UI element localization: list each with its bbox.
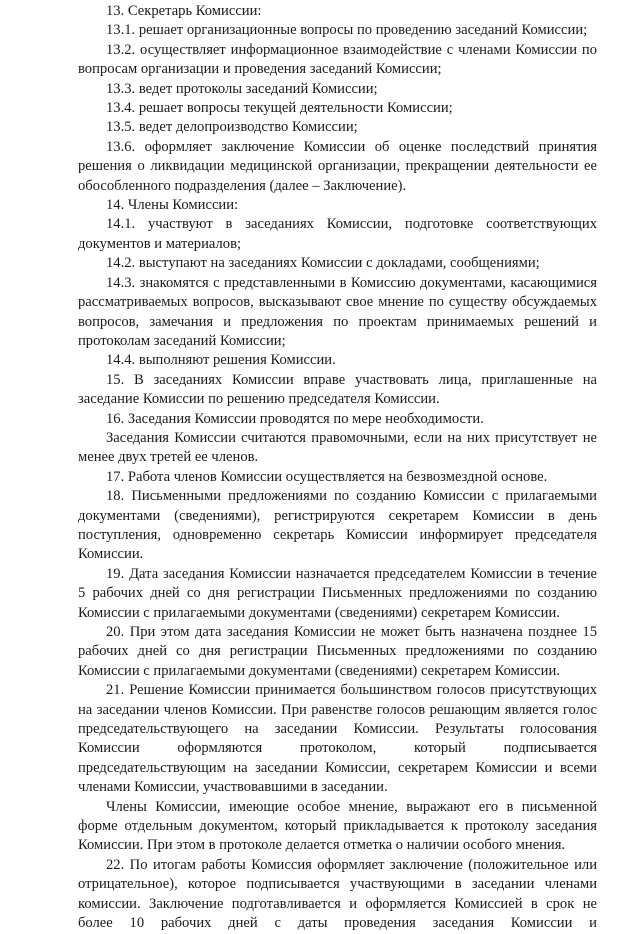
paragraph-13: 13. Секретарь Комиссии:	[106, 3, 262, 19]
paragraph-16-quorum: Заседания Комиссии считаются правомочными, если на них присутствует не менее двух третей ее членов.	[78, 429, 597, 466]
paragraph-21-dissent: Члены Комиссии, имеющие особое мнение, выражают его в письменной форме отдельным документом, который прикладывается к протоколу заседания Комиссии. При этом в протоколе делается отметка о наличии особого мнения.	[78, 798, 597, 854]
paragraph-17: 17. Работа членов Комиссии осуществляется на безвозмездной основе.	[106, 468, 548, 485]
paragraph-16: 16. Заседания Комиссии проводятся по мере необходимости.	[106, 410, 484, 427]
paragraph-14-3: 14.3. знакомятся с представленными в Комиссию документами, касающимися рассматриваемых вопросов, высказывают свое мнение по существу обсуждаемых вопросов, замечания и предложения по проектам принимаемых решений и протоколам заседаний Комиссии;	[78, 274, 597, 349]
paragraph-13-4: 13.4. решает вопросы текущей деятельности Комиссии;	[106, 100, 453, 117]
paragraph-19: 19. Дата заседания Комиссии назначается председателем Комиссии в течение 5 рабочих дней со дня регистрации Письменных предложениями по созданию Комиссии с прилагаемыми документами (сведениями) секретарем Комиссии.	[78, 565, 597, 621]
paragraph-13-2: 13.2. осуществляет информационное взаимодействие с членами Комиссии по вопросам организации и проведения заседаний Комиссии;	[78, 41, 597, 78]
paragraph-20: 20. При этом дата заседания Комиссии не может быть назначена позднее 15 рабочих дней со дня регистрации Письменных предложениями по созданию Комиссии с прилагаемыми документами (сведениями) секретарем Комиссии.	[78, 624, 597, 679]
paragraph-22: 22. По итогам работы Комиссия оформляет заключение (положительное или отрицательное), которое подписывается участвующими в заседании членами комиссии. Заключение подготавливается и оформляется Комиссией в срок не более 10 рабочих дней с даты проведения заседания Комиссии и	[78, 856, 597, 932]
paragraph-13-1: 13.1. решает организационные вопросы по проведению заседаний Комиссии;	[106, 22, 588, 39]
paragraph-13-6: 13.6. оформляет заключение Комиссии об оценке последствий принятия решения о ликвидации медицинской организации, прекращении деятельности ее обособленного подразделения (далее – Заключение).	[78, 138, 597, 194]
paragraph-14: 14. Члены Комиссии:	[106, 197, 239, 214]
paragraph-14-4: 14.4. выполняют решения Комиссии.	[106, 352, 336, 369]
paragraph-15: 15. В заседаниях Комиссии вправе участвовать лица, приглашенные на заседание Комиссии по решению председателя Комиссии.	[78, 371, 597, 408]
paragraph-18: 18. Письменными предложениями по созданию Комиссии с прилагаемыми документами (сведениями), регистрируются секретарем Комиссии в день поступления, одновременно секретарь Комиссии информирует председателя Комиссии.	[78, 488, 597, 563]
paragraph-14-2: 14.2. выступают на заседаниях Комиссии с докладами, сообщениями;	[106, 255, 540, 272]
paragraph-14-1: 14.1. участвуют в заседаниях Комиссии, подготовке соответствующих документов и материалов;	[78, 216, 597, 252]
paragraph-13-3: 13.3. ведет протоколы заседаний Комиссии;	[106, 80, 378, 97]
paragraph-13-5: 13.5. ведет делопроизводство Комиссии;	[106, 119, 358, 136]
paragraph-21: 21. Решение Комиссии принимается большинством голосов присутствующих на заседании членов Комиссии. При равенстве голосов решающим является голос председательствующего на заседании Комиссии. Результаты голосования Комиссии оформляются протоколом, который подписывается председательствующим на заседании Комиссии, секретарем Комиссии и всеми членами Комиссии, участвовавшими в заседании.	[78, 682, 597, 796]
